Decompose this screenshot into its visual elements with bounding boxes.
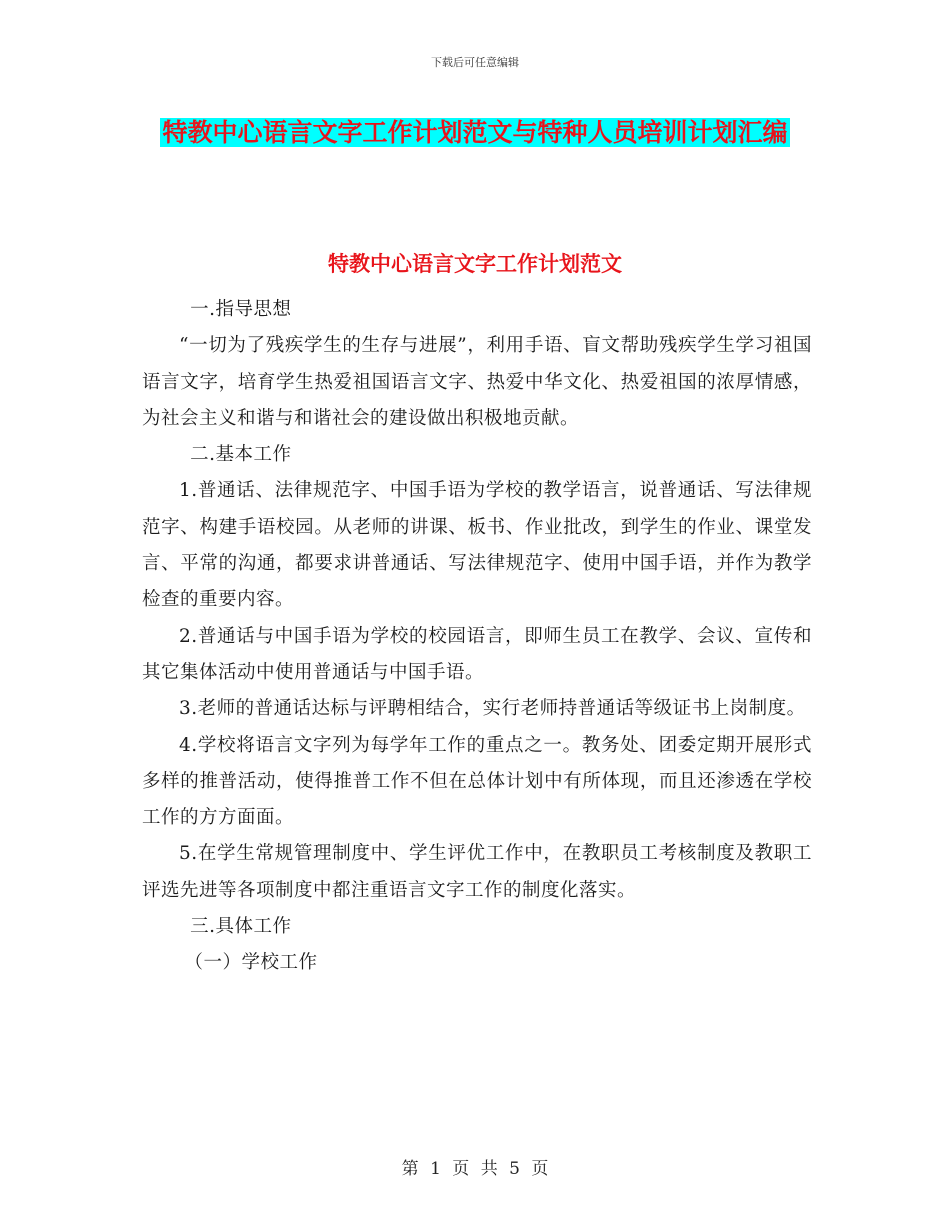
paragraph-basic-work-1: 1.普通话、法律规范字、中国手语为学校的教学语言，说普通话、写法律规范字、构建手语校园。从老师的讲课、板书、作业批改，到学生的作业、课堂发言、平常的沟通，都要求讲普通话、写法律规范字、使用中国手语，并作为教学检查的重要内容。 (142, 480, 812, 611)
paragraph-basic-work-3: 3.老师的普通话达标与评聘相结合，实行老师持普通话等级证书上岗制度。 (179, 698, 806, 720)
header-note: 下载后可任意编辑 (431, 56, 519, 69)
document-body (142, 292, 812, 982)
document-title (140, 110, 810, 156)
section-title: 特教中心语言文字工作计划范文 (328, 252, 622, 276)
paragraph-basic-work-2: 2.普通话与中国手语为学校的校园语言，即师生员工在教学、会议、宣传和其它集体活动中使用普通话与中国手语。 (142, 625, 812, 683)
paragraph-guiding-ideology: “一切为了残疾学生的生存与进展”，利用手语、盲文帮助残疾学生学习祖国语言文字，培育学生热爱祖国语言文字、热爱中华文化、热爱祖国的浓厚情感，为社会主义和谐与和谐社会的建设做出积极地贡献。 (142, 335, 812, 429)
subheading-school-work: （一）学校工作 (184, 952, 318, 974)
heading-specific-work: 三.具体工作 (190, 916, 292, 938)
paragraph-basic-work-5: 5.在学生常规管理制度中、学生评优工作中，在教职员工考核制度及教职工评选先进等各项制度中都注重语言文字工作的制度化落实。 (142, 843, 812, 901)
heading-guiding-ideology: 一.指导思想 (190, 299, 292, 320)
heading-basic-work: 二.基本工作 (190, 444, 292, 466)
page-footer: 第 1 页 共 5 页 (401, 1159, 549, 1179)
paragraph-basic-work-4: 4.学校将语言文字列为每学年工作的重点之一。教务处、团委定期开展形式多样的推普活动，使得推普工作不但在总体计划中有所体现，而且还渗透在学校工作的方方面面。 (142, 734, 812, 829)
document-title-text: 特教中心语言文字工作计划范文与特种人员培训计划汇编 (162, 118, 788, 147)
